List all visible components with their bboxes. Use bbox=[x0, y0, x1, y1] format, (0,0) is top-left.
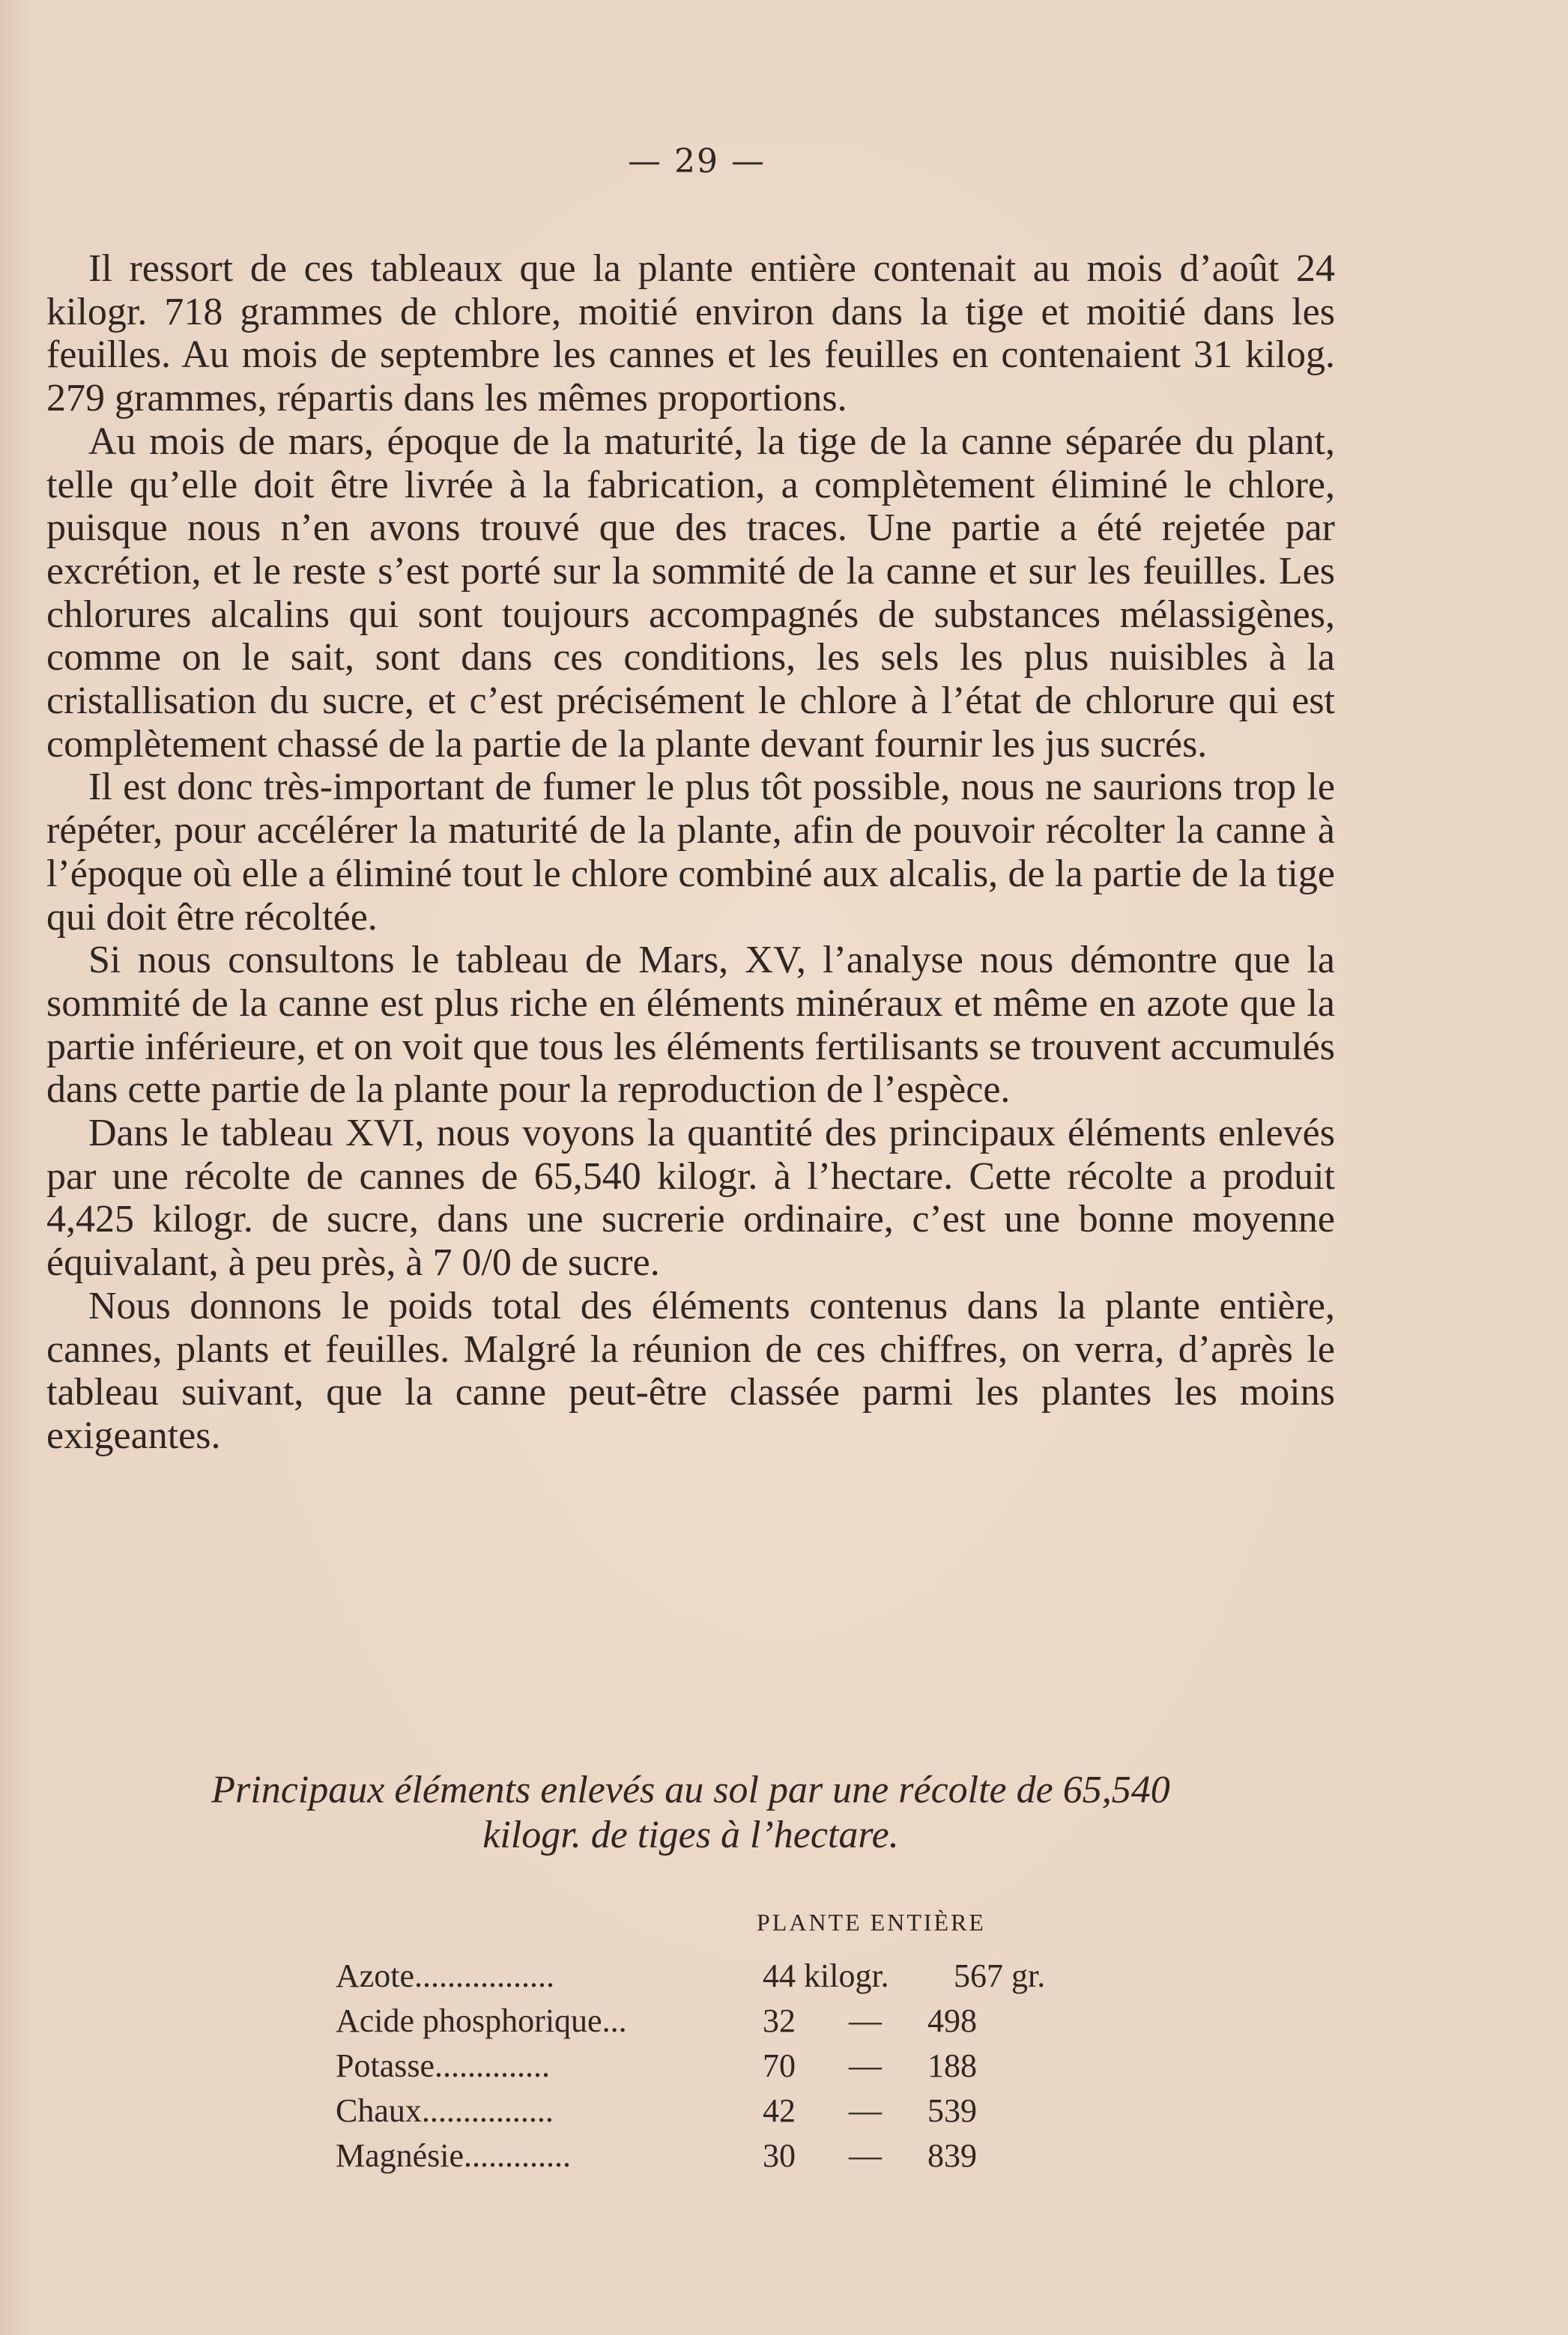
table-row bbox=[336, 2047, 1160, 2092]
table-caption-line-1: Principaux éléments enlevés au sol par une récolte de 65,540 bbox=[211, 1769, 1170, 1811]
table-column-header: PLANTE ENTIÈRE bbox=[757, 1909, 986, 1936]
paragraph-5: Dans le tableau XVI, nous voyons la quantité des principaux éléments enlevés par une récolte de cannes de 65,540 kilogr. à l’hectare. Cette récolte a produit 4,425 kilogr. de sucre, dans une sucrerie ordinaire, c’est une bonne moyenne équivalant, à peu près, à 7 0/0 de sucre. bbox=[46, 1112, 1335, 1285]
table-row bbox=[336, 2092, 1160, 2136]
row-label: Magnésie............. bbox=[336, 2137, 572, 2174]
table-row bbox=[336, 1957, 1160, 2002]
body-text bbox=[46, 247, 1335, 1458]
row-kilograms: 44 kilogr. bbox=[763, 1957, 889, 1994]
paragraph-3: Il est donc très-important de fumer le plus tôt possible, nous ne saurions trop le répéter, pour accélérer la maturité de la plante, afin de pouvoir récolter la canne à l’époque où elle a éliminé tout le chlore combiné aux alcalis, de la partie de la tige qui doit être récoltée. bbox=[46, 766, 1335, 939]
elements-table bbox=[336, 1957, 1160, 2181]
table-caption bbox=[46, 1768, 1335, 1858]
row-grams: 567 gr. bbox=[954, 1957, 1046, 1994]
table-caption-line-2: kilogr. de tiges à l’hectare. bbox=[482, 1814, 899, 1856]
row-kilograms: 70 bbox=[763, 2047, 796, 2084]
paragraph-2: Au mois de mars, époque de la maturité, la tige de la canne séparée du plant, telle qu’elle doit être livrée à la fabrication, a complètement éliminé le chlore, puisque nous n’en avons trouvé que des traces. Une partie a été rejetée par excrétion, et le reste s’est porté sur la sommité de la canne et sur les feuilles. Les chlorures alcalins qui sont toujours accompagnés de substances mélassigènes, comme on le sait, sont dans ces conditions, les sels les plus nuisibles à la cristallisation du sucre, et c’est précisément le chlore à l’état de chlorure qui est complètement chassé de la partie de la plante devant fournir les jus sucrés. bbox=[46, 420, 1335, 766]
row-label: Chaux................ bbox=[336, 2092, 554, 2129]
row-separator: — bbox=[849, 2092, 882, 2129]
paragraph-1: Il ressort de ces tableaux que la plante entière contenait au mois d’août 24 kilogr. 718 grammes de chlore, moitié environ dans la tige et moitié dans les feuilles. Au mois de septembre les cannes et les feuilles en contenaient 31 kilog. 279 grammes, répartis dans les mêmes proportions. bbox=[46, 247, 1335, 420]
row-kilograms: 42 bbox=[763, 2092, 796, 2129]
row-grams: 498 bbox=[927, 2002, 977, 2039]
row-grams: 839 bbox=[927, 2137, 977, 2174]
row-label: Azote................. bbox=[336, 1957, 555, 1994]
table-row bbox=[336, 2002, 1160, 2047]
paragraph-4: Si nous consultons le tableau de Mars, XV, l’analyse nous démontre que la sommité de la canne est plus riche en éléments minéraux et même en azote que la partie inférieure, et on voit que tous les éléments fertilisants se trouvent accumulés dans cette partie de la plante pour la reproduction de l’espèce. bbox=[46, 939, 1335, 1112]
row-kilograms: 32 bbox=[763, 2002, 796, 2039]
page-number: — 29 — bbox=[628, 142, 766, 181]
row-separator: — bbox=[849, 2002, 882, 2039]
row-separator: — bbox=[849, 2137, 882, 2174]
row-separator: — bbox=[849, 2047, 882, 2084]
row-kilograms: 30 bbox=[763, 2137, 796, 2174]
row-grams: 188 bbox=[927, 2047, 977, 2084]
row-grams: 539 bbox=[927, 2092, 977, 2129]
paragraph-6: Nous donnons le poids total des éléments contenus dans la plante entière, cannes, plants et feuilles. Malgré la réunion de ces chiffres, on verra, d’après le tableau suivant, que la canne peut-être classée parmi les plantes les moins exigeantes. bbox=[46, 1284, 1335, 1457]
table-row bbox=[336, 2136, 1160, 2181]
row-label: Potasse.............. bbox=[336, 2047, 550, 2084]
row-label: Acide phosphorique... bbox=[336, 2002, 627, 2039]
